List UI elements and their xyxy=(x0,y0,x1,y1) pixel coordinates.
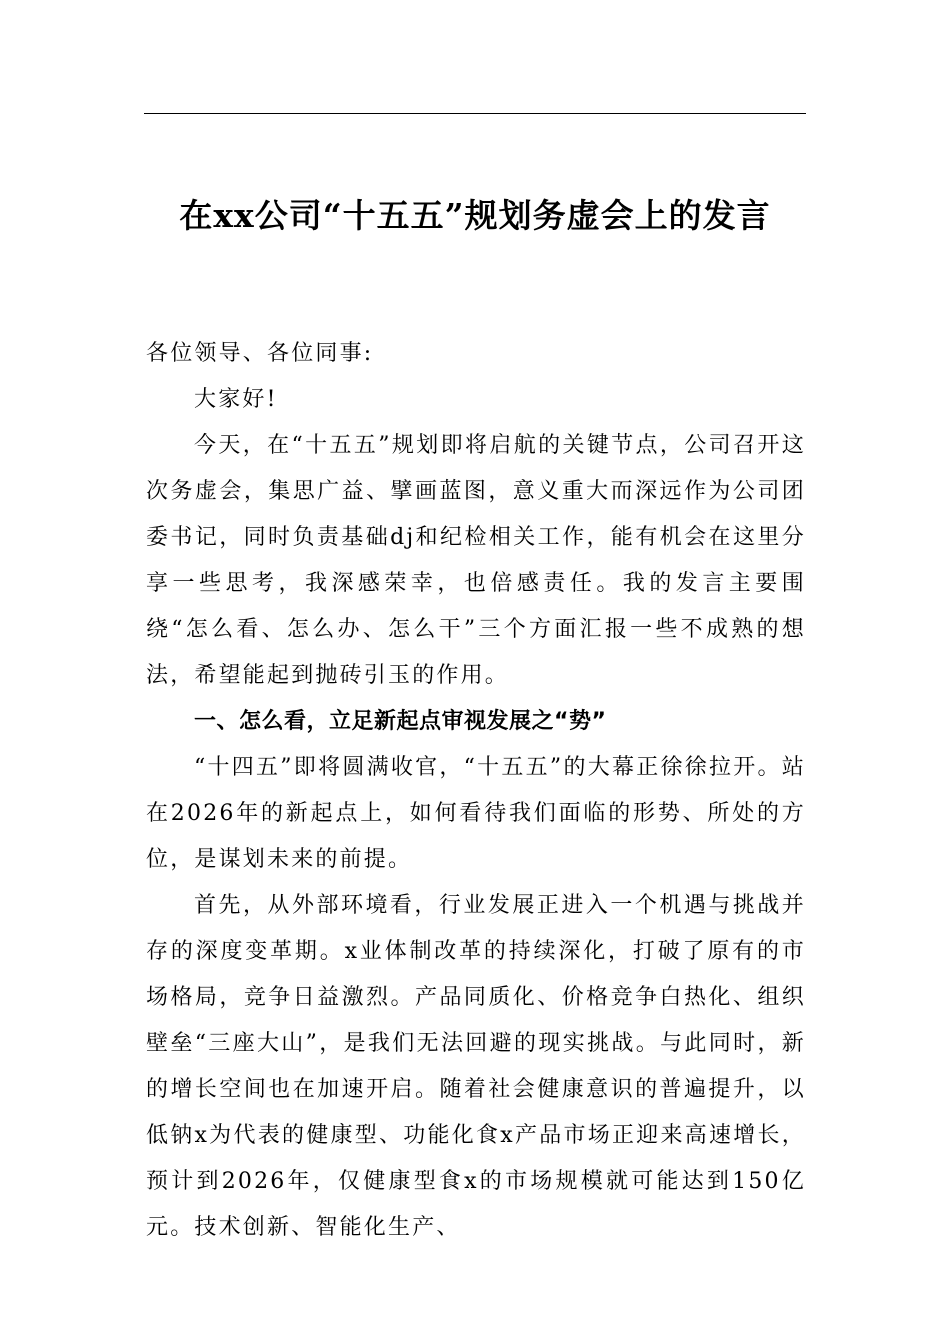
paragraph: “十四五”即将圆满收官，“十五五”的大幕正徐徐拉开。站在2026年的新起点上，如何看待我们面临的形势、所处的方位，是谋划未来的前提。 xyxy=(146,755,806,872)
salutation: 各位领导、各位同事: xyxy=(146,341,374,366)
paragraph: 今天，在“十五五”规划即将启航的关键节点，公司召开这次务虚会，集思广益、擘画蓝图，意义重大而深远作为公司团委书记，同时负责基础dj和纪检相关工作，能有机会在这里分享一些思考，我深感荣幸，也倍感责任。我的发言主要围绕“怎么看、怎么办、怎么干”三个方面汇报一些不成熟的想法，希望能起到抛砖引玉的作用。 xyxy=(146,433,806,688)
paragraph: 首先，从外部环境看，行业发展正进入一个机遇与挑战并存的深度变革期。x业体制改革的持续深化，打破了原有的市场格局，竞争日益激烈。产品同质化、价格竞争白热化、组织壁垒“三座大山”，是我们无法回避的现实挑战。与此同时，新的增长空间也在加速开启。随着社会健康意识的普遍提升，以低钠x为代表的健康型、功能化食x产品市场正迎来高速增长，预计到2026年，仅健康型食x的市场规模就可能达到150亿元。技术创新、智能化生产、 xyxy=(146,893,806,1240)
section-heading: 一、怎么看，立足新起点审视发展之“势” xyxy=(194,709,607,734)
document-title: 在xx公司“十五五”规划务虚会上的发言 xyxy=(179,196,771,235)
greeting: 大家好! xyxy=(194,387,278,412)
header-rule xyxy=(144,113,806,114)
document-body xyxy=(146,331,806,1251)
